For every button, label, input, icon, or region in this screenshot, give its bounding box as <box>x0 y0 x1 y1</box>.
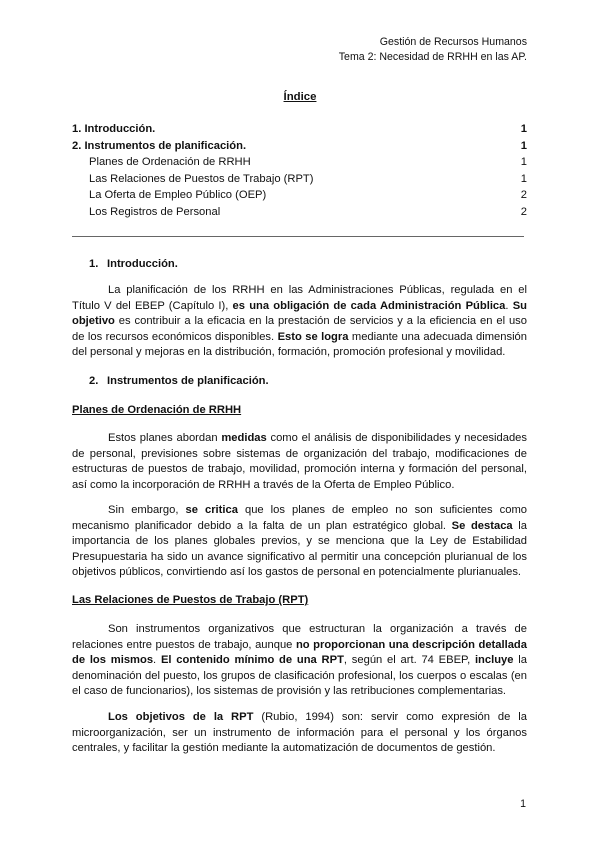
toc-entry-page: 1 <box>520 139 527 152</box>
toc-entry-label: 1. Introducción. <box>72 123 156 135</box>
text-run: (Rubio, 1994) son: servir como expresión de la microorganización, ser un instrumento de información para el personal y los órganos centrales, y facilitar la gestión mediante la automatización de documentos de gestión. <box>72 711 527 754</box>
toc-entry-page: 1 <box>520 156 527 169</box>
bold-text-run: Esto se logra <box>277 330 349 343</box>
text-run: Son instrumentos organizativos que estructuran la organización a través de relaciones entre puestos de trabajo, aunque <box>72 623 527 651</box>
toc-entry-label: Las Relaciones de Puestos de Trabajo (RPT) <box>89 172 314 185</box>
bold-text-run: no proporcionan una descripción detallada de los mismos <box>72 638 527 666</box>
text-run: que los planes de empleo no son suficientes como mecanismo planificador debido a la falta de un plan estratégico global. <box>72 504 527 532</box>
text-run: Sin embargo, <box>108 504 186 516</box>
text-run: mediante una adecuada dimensión del personal y mejoras en la distribución, formación, promoción profesional y movilidad. <box>72 330 528 358</box>
subsection-planes <box>72 403 527 419</box>
paragraph <box>72 503 527 581</box>
toc-entry-label: Los Registros de Personal <box>89 205 221 218</box>
bold-text-run: Su objetivo <box>72 299 527 327</box>
toc-entry-registros[interactable] <box>72 204 527 221</box>
section-instrumentos <box>72 374 527 390</box>
section-introduccion <box>72 257 527 273</box>
toc-entry-page: 2 <box>520 205 527 218</box>
toc-entry-page: 2 <box>520 189 527 202</box>
toc-entry-page: 1 <box>520 172 527 185</box>
toc-title: Índice <box>283 91 317 103</box>
section-number: 2. <box>89 375 99 387</box>
toc-entry-label: Planes de Ordenación de RRHH <box>89 156 251 169</box>
section-title: Introducción. <box>107 258 178 270</box>
section-title: Instrumentos de planificación. <box>107 375 269 387</box>
paragraph <box>72 622 527 700</box>
paragraph <box>72 283 527 361</box>
bold-text-run: medidas <box>221 432 267 444</box>
toc-entry-introduccion[interactable] <box>72 121 527 138</box>
bold-text-run: El contenido mínimo de una RPT <box>160 654 344 666</box>
running-header <box>339 35 527 65</box>
text-run: es contribuir a la eficacia en la prestación de servicios y a la eficiencia en el uso de los recursos económicos disponibles. <box>72 315 527 343</box>
paragraph <box>72 710 527 757</box>
header-course-title: Gestión de Recursos Humanos <box>379 36 527 48</box>
toc-entry-instrumentos[interactable] <box>72 138 527 155</box>
text-run: . <box>505 299 513 312</box>
planes-paragraph-2 <box>72 503 527 581</box>
text-run: la importancia de los planes globales previos, y se menciona que la Ley de Estabilidad Presupuestaria ha sido un avance significativo al permitir una concepción plurianual de los objetivos públicos, convirtiendo así los gastos de personal en potencialmente plurianuales. <box>72 519 527 578</box>
text-run: , según el art. 74 EBEP, <box>343 654 475 666</box>
text-run: como el análisis de disponibilidades y necesidades de personal, previsiones sobre sistemas de organización del trabajo, modificaciones de estructuras de puestos de trabajo, movilidad, promoción interna y formación del personal, así como la incorporación de RRHH a través de la Oferta de Empleo Público. <box>72 432 527 491</box>
subsection-title: Planes de Ordenación de RRHH <box>72 404 242 416</box>
bold-text-run: incluye <box>474 654 514 666</box>
page-number: 1 <box>520 798 526 810</box>
toc-entry-page: 1 <box>520 123 527 135</box>
toc-entry-label: La Oferta de Empleo Público (OEP) <box>89 189 267 202</box>
text-run: La planificación de los RRHH en las Administraciones Públicas, regulada en el Título V del EBEP (Capítulo I), <box>72 284 527 312</box>
text-run: la denominación del puesto, los grupos de clasificación profesional, los cuerpos o escalas (en el caso de funcionarios), los sistemas de provisión y las retribuciones complementarias. <box>72 654 527 697</box>
bold-text-run: es una obligación de cada Administración Pública <box>232 299 506 312</box>
toc-entry-oep[interactable] <box>72 187 527 204</box>
bold-text-run: Los objetivos de la RPT <box>108 711 254 723</box>
text-run: Estos planes abordan <box>108 432 222 444</box>
toc-entry-rpt[interactable] <box>72 171 527 188</box>
subsection-rpt <box>72 593 527 609</box>
toc-entry-label: 2. Instrumentos de planificación. <box>72 139 247 152</box>
section-heading <box>72 257 527 273</box>
paragraph <box>72 431 527 493</box>
horizontal-divider <box>72 236 524 237</box>
rpt-paragraph-1 <box>72 622 527 700</box>
rpt-paragraph-2 <box>72 710 527 757</box>
section-heading <box>72 374 527 390</box>
subsection-title: Las Relaciones de Puestos de Trabajo (RPT) <box>72 594 309 606</box>
planes-paragraph-1 <box>72 431 527 493</box>
text-run: . <box>153 654 161 666</box>
toc-entry-planes[interactable] <box>72 154 527 171</box>
table-of-contents <box>72 121 527 221</box>
section-number: 1. <box>89 258 99 270</box>
intro-paragraph <box>72 283 527 361</box>
header-topic-title: Tema 2: Necesidad de RRHH en las AP. <box>338 51 527 63</box>
bold-text-run: Se destaca <box>451 519 513 532</box>
bold-text-run: se critica <box>185 504 238 516</box>
